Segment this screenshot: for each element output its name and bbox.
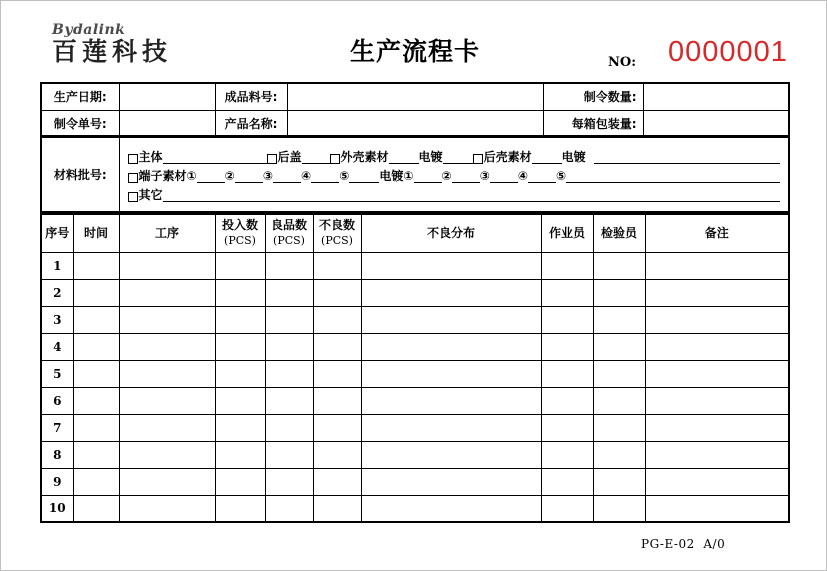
materials-table bbox=[40, 135, 790, 213]
terminal-3-field[interactable] bbox=[273, 169, 301, 183]
table-row bbox=[41, 495, 789, 522]
terminal-material-label: 端子素材① bbox=[138, 169, 197, 183]
cell-remarks[interactable] bbox=[645, 495, 789, 522]
cell-defect-dist[interactable] bbox=[361, 252, 541, 279]
cell-defect-dist[interactable] bbox=[361, 279, 541, 306]
terminal-5-label: ⑤ bbox=[339, 169, 350, 183]
cell-process[interactable] bbox=[119, 360, 215, 387]
cell-inspector[interactable] bbox=[593, 279, 645, 306]
order-no-field[interactable] bbox=[119, 110, 215, 137]
cell-inspector[interactable] bbox=[593, 360, 645, 387]
col-defect-dist: 不良分布 bbox=[361, 214, 541, 252]
cell-good-qty[interactable] bbox=[265, 468, 313, 495]
table-row bbox=[41, 387, 789, 414]
order-no-label: 制令单号: bbox=[41, 110, 119, 137]
cell-operator[interactable] bbox=[541, 414, 593, 441]
brand-name-en: Bydalink bbox=[52, 22, 126, 38]
cell-defect-dist[interactable] bbox=[361, 414, 541, 441]
cell-defect-dist[interactable] bbox=[361, 387, 541, 414]
cell-good-qty[interactable] bbox=[265, 333, 313, 360]
plating-4-terminal-label: ④ bbox=[517, 169, 529, 183]
cell-process[interactable] bbox=[119, 279, 215, 306]
materials-line-1 bbox=[128, 145, 781, 164]
cell-input-qty[interactable] bbox=[215, 306, 265, 333]
table-row bbox=[41, 252, 789, 279]
rear-shell-material-field[interactable] bbox=[532, 150, 562, 164]
cell-defect-qty[interactable] bbox=[313, 387, 361, 414]
header-row-1 bbox=[41, 83, 789, 110]
product-code-field[interactable] bbox=[287, 83, 543, 110]
cell-inspector[interactable] bbox=[593, 252, 645, 279]
table-row bbox=[41, 360, 789, 387]
cell-time[interactable] bbox=[73, 306, 119, 333]
product-name-label: 产品名称: bbox=[215, 110, 287, 137]
materials-line-2 bbox=[128, 164, 781, 183]
row-number: 3 bbox=[41, 306, 73, 333]
col-time: 时间 bbox=[73, 214, 119, 252]
materials-body bbox=[119, 136, 789, 212]
cell-good-qty[interactable] bbox=[265, 306, 313, 333]
terminal-4-label: ④ bbox=[301, 169, 312, 183]
cell-time[interactable] bbox=[73, 360, 119, 387]
cell-defect-qty[interactable] bbox=[313, 360, 361, 387]
cell-input-qty[interactable] bbox=[215, 333, 265, 360]
table-row bbox=[41, 333, 789, 360]
row-number: 8 bbox=[41, 441, 73, 468]
plating-t2-field[interactable] bbox=[452, 169, 480, 183]
col-input-qty-label: 投入数 bbox=[221, 218, 258, 233]
cell-defect-dist[interactable] bbox=[361, 495, 541, 522]
row-number: 10 bbox=[41, 495, 73, 522]
materials-row bbox=[41, 136, 789, 212]
plating-t3-field[interactable] bbox=[490, 169, 518, 183]
cell-input-qty[interactable] bbox=[215, 441, 265, 468]
cell-operator[interactable] bbox=[541, 333, 593, 360]
cell-input-qty[interactable] bbox=[215, 495, 265, 522]
terminal-2-field[interactable] bbox=[235, 169, 263, 183]
plating-1-field[interactable] bbox=[443, 150, 473, 164]
cell-time[interactable] bbox=[73, 441, 119, 468]
cell-defect-dist[interactable] bbox=[361, 468, 541, 495]
col-seq: 序号 bbox=[41, 214, 73, 252]
cell-remarks[interactable] bbox=[645, 414, 789, 441]
terminal-1-field[interactable] bbox=[197, 169, 225, 183]
cell-remarks[interactable] bbox=[645, 360, 789, 387]
main-body-checkbox[interactable] bbox=[128, 154, 138, 164]
row-number: 4 bbox=[41, 333, 73, 360]
materials-line-3 bbox=[128, 183, 781, 202]
cell-inspector[interactable] bbox=[593, 387, 645, 414]
plating-t1-field[interactable] bbox=[414, 169, 442, 183]
cell-operator[interactable] bbox=[541, 360, 593, 387]
terminal-4-field[interactable] bbox=[311, 169, 339, 183]
row-number: 5 bbox=[41, 360, 73, 387]
col-good-qty-unit: (PCS) bbox=[273, 234, 305, 248]
terminal-material-checkbox[interactable] bbox=[128, 173, 138, 183]
cell-good-qty[interactable] bbox=[265, 414, 313, 441]
cell-defect-dist[interactable] bbox=[361, 333, 541, 360]
cell-time[interactable] bbox=[73, 468, 119, 495]
col-defect-qty bbox=[313, 214, 361, 252]
cell-process[interactable] bbox=[119, 333, 215, 360]
cell-good-qty[interactable] bbox=[265, 360, 313, 387]
plating-t5-field[interactable] bbox=[566, 169, 780, 183]
rear-cover-label: 后盖 bbox=[277, 150, 302, 164]
terminal-2-label: ② bbox=[224, 169, 235, 183]
production-date-field[interactable] bbox=[119, 83, 215, 110]
table-row bbox=[41, 468, 789, 495]
plating-1-terminal-label: 电镀① bbox=[379, 169, 414, 183]
cell-input-qty[interactable] bbox=[215, 279, 265, 306]
cell-defect-qty[interactable] bbox=[313, 468, 361, 495]
other-checkbox[interactable] bbox=[128, 192, 138, 202]
col-good-qty-label: 良品数 bbox=[270, 218, 307, 233]
cell-inspector[interactable] bbox=[593, 468, 645, 495]
rear-shell-material-label: 后壳素材 bbox=[483, 150, 532, 164]
order-qty-label: 制令数量: bbox=[543, 83, 643, 110]
main-body-field[interactable] bbox=[163, 150, 267, 164]
cell-remarks[interactable] bbox=[645, 387, 789, 414]
col-good-qty bbox=[265, 214, 313, 252]
plating-t4-field[interactable] bbox=[528, 169, 556, 183]
header-table bbox=[40, 82, 790, 138]
cell-time[interactable] bbox=[73, 414, 119, 441]
other-field[interactable] bbox=[163, 188, 780, 202]
col-inspector: 检验员 bbox=[593, 214, 645, 252]
cell-operator[interactable] bbox=[541, 495, 593, 522]
cell-operator[interactable] bbox=[541, 468, 593, 495]
shell-material-label: 外壳素材 bbox=[340, 150, 389, 164]
cell-defect-qty[interactable] bbox=[313, 279, 361, 306]
plating-2-label: 电镀 bbox=[561, 150, 586, 164]
header-row-2 bbox=[41, 110, 789, 137]
rear-cover-checkbox[interactable] bbox=[267, 154, 277, 164]
cell-good-qty[interactable] bbox=[265, 387, 313, 414]
cell-remarks[interactable] bbox=[645, 333, 789, 360]
terminal-3-label: ③ bbox=[262, 169, 274, 183]
cell-inspector[interactable] bbox=[593, 306, 645, 333]
cell-process[interactable] bbox=[119, 252, 215, 279]
col-defect-qty-unit: (PCS) bbox=[321, 234, 353, 248]
col-process: 工序 bbox=[119, 214, 215, 252]
form-code: PG-E-02 A/0 bbox=[641, 537, 726, 551]
cell-input-qty[interactable] bbox=[215, 387, 265, 414]
process-table-header bbox=[41, 214, 789, 252]
cell-time[interactable] bbox=[73, 333, 119, 360]
pack-qty-field[interactable] bbox=[643, 110, 789, 137]
brand-logo bbox=[52, 22, 172, 66]
cell-time[interactable] bbox=[73, 279, 119, 306]
cell-good-qty[interactable] bbox=[265, 252, 313, 279]
cell-input-qty[interactable] bbox=[215, 252, 265, 279]
plating-1-label: 电镀 bbox=[418, 150, 443, 164]
cell-remarks[interactable] bbox=[645, 306, 789, 333]
cell-defect-dist[interactable] bbox=[361, 360, 541, 387]
cell-defect-qty[interactable] bbox=[313, 495, 361, 522]
cell-input-qty[interactable] bbox=[215, 360, 265, 387]
cell-process[interactable] bbox=[119, 468, 215, 495]
brand-name-cn: 百莲科技 bbox=[52, 37, 173, 66]
main-body-label: 主体 bbox=[138, 150, 163, 164]
row-number: 2 bbox=[41, 279, 73, 306]
cell-defect-qty[interactable] bbox=[313, 333, 361, 360]
cell-good-qty[interactable] bbox=[265, 441, 313, 468]
shell-material-field[interactable] bbox=[389, 150, 419, 164]
plating-2-field[interactable] bbox=[594, 150, 780, 164]
cell-defect-qty[interactable] bbox=[313, 441, 361, 468]
shell-material-checkbox[interactable] bbox=[330, 154, 340, 164]
cell-process[interactable] bbox=[119, 414, 215, 441]
other-label: 其它 bbox=[138, 188, 163, 202]
cell-operator[interactable] bbox=[541, 306, 593, 333]
cell-defect-dist[interactable] bbox=[361, 306, 541, 333]
cell-process[interactable] bbox=[119, 495, 215, 522]
cell-remarks[interactable] bbox=[645, 279, 789, 306]
cell-inspector[interactable] bbox=[593, 414, 645, 441]
cell-inspector[interactable] bbox=[593, 441, 645, 468]
cell-defect-qty[interactable] bbox=[313, 306, 361, 333]
plating-5-terminal-label: ⑤ bbox=[556, 169, 567, 183]
cell-operator[interactable] bbox=[541, 279, 593, 306]
table-row bbox=[41, 306, 789, 333]
cell-time[interactable] bbox=[73, 495, 119, 522]
cell-inspector[interactable] bbox=[593, 495, 645, 522]
process-table bbox=[40, 213, 790, 523]
table-row bbox=[41, 441, 789, 468]
row-number: 7 bbox=[41, 414, 73, 441]
materials-label: 材料批号: bbox=[41, 136, 119, 212]
col-input-qty-unit: (PCS) bbox=[224, 234, 256, 248]
row-number: 1 bbox=[41, 252, 73, 279]
rear-cover-field[interactable] bbox=[302, 150, 330, 164]
table-row bbox=[41, 414, 789, 441]
terminal-5-field[interactable] bbox=[349, 169, 379, 183]
cell-process[interactable] bbox=[119, 306, 215, 333]
cell-input-qty[interactable] bbox=[215, 414, 265, 441]
col-operator: 作业员 bbox=[541, 214, 593, 252]
cell-inspector[interactable] bbox=[593, 333, 645, 360]
cell-remarks[interactable] bbox=[645, 441, 789, 468]
cell-operator[interactable] bbox=[541, 387, 593, 414]
cell-good-qty[interactable] bbox=[265, 495, 313, 522]
table-row bbox=[41, 279, 789, 306]
cell-process[interactable] bbox=[119, 441, 215, 468]
col-remarks: 备注 bbox=[645, 214, 789, 252]
plating-2-terminal-label: ② bbox=[441, 169, 452, 183]
cell-time[interactable] bbox=[73, 252, 119, 279]
cell-good-qty[interactable] bbox=[265, 279, 313, 306]
cell-operator[interactable] bbox=[541, 441, 593, 468]
cell-defect-dist[interactable] bbox=[361, 441, 541, 468]
col-input-qty bbox=[215, 214, 265, 252]
plating-3-terminal-label: ③ bbox=[479, 169, 490, 183]
cell-process[interactable] bbox=[119, 387, 215, 414]
cell-remarks[interactable] bbox=[645, 252, 789, 279]
row-number: 9 bbox=[41, 468, 73, 495]
serial-label: NO: bbox=[608, 55, 637, 70]
col-defect-qty-label: 不良数 bbox=[318, 218, 355, 233]
cell-time[interactable] bbox=[73, 387, 119, 414]
cell-defect-qty[interactable] bbox=[313, 414, 361, 441]
cell-defect-qty[interactable] bbox=[313, 252, 361, 279]
product-name-field[interactable] bbox=[287, 110, 543, 137]
form-title: 生产流程卡 bbox=[349, 37, 480, 66]
product-code-label: 成品料号: bbox=[215, 83, 287, 110]
production-date-label: 生产日期: bbox=[41, 83, 119, 110]
cell-remarks[interactable] bbox=[645, 468, 789, 495]
order-qty-field[interactable] bbox=[643, 83, 789, 110]
rear-shell-material-checkbox[interactable] bbox=[473, 154, 483, 164]
serial-number: 0000001 bbox=[668, 36, 788, 68]
cell-input-qty[interactable] bbox=[215, 468, 265, 495]
cell-operator[interactable] bbox=[541, 252, 593, 279]
row-number: 6 bbox=[41, 387, 73, 414]
pack-qty-label: 每箱包装量: bbox=[543, 110, 643, 137]
